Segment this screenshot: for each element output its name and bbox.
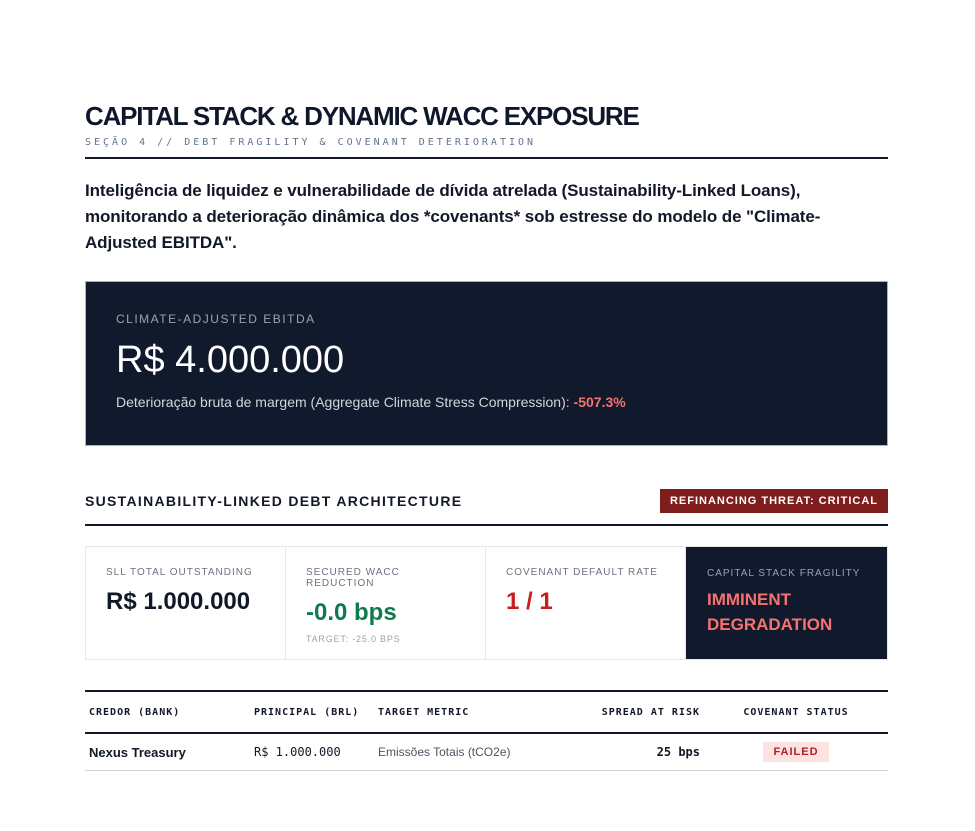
col-header-status: COVENANT STATUS bbox=[743, 706, 849, 718]
cell-metric: Emissões Totais (tCO2e) bbox=[374, 733, 572, 771]
refinancing-threat-badge: REFINANCING THREAT: CRITICAL bbox=[660, 489, 888, 513]
kpi-label: SECURED WACC REDUCTION bbox=[306, 567, 400, 589]
status-badge: FAILED bbox=[763, 742, 828, 762]
ebitda-label: CLIMATE-ADJUSTED EBITDA bbox=[116, 312, 316, 326]
ebitda-panel bbox=[85, 281, 888, 446]
kpi-value: IMMINENT DEGRADATION bbox=[707, 590, 833, 634]
debt-section-header bbox=[85, 488, 888, 514]
ebitda-note bbox=[116, 394, 857, 410]
table-header-row bbox=[85, 691, 888, 733]
covenant-table bbox=[85, 690, 888, 771]
cell-principal: R$ 1.000.000 bbox=[250, 733, 374, 771]
kpi-value: 1 / 1 bbox=[506, 588, 553, 615]
kpi-card-outstanding bbox=[86, 547, 286, 659]
col-header-principal: PRINCIPAL (BRL) bbox=[254, 706, 360, 718]
col-header-creditor: CREDOR (BANK) bbox=[89, 706, 181, 718]
kpi-label: SLL TOTAL OUTSTANDING bbox=[106, 567, 253, 578]
kpi-card-wacc bbox=[286, 547, 486, 659]
cell-creditor: Nexus Treasury bbox=[85, 733, 250, 771]
debt-divider bbox=[85, 524, 888, 526]
kpi-value: -0.0 bps bbox=[306, 599, 397, 626]
page-title: CAPITAL STACK & DYNAMIC WACC EXPOSURE bbox=[85, 101, 639, 131]
kpi-label: COVENANT DEFAULT RATE bbox=[506, 567, 658, 578]
kpi-card-fragility bbox=[686, 547, 887, 659]
table-row bbox=[85, 733, 888, 771]
kpi-cards bbox=[85, 546, 888, 660]
kpi-label: CAPITAL STACK FRAGILITY bbox=[707, 568, 861, 579]
col-header-spread: SPREAD AT RISK bbox=[601, 706, 700, 718]
cell-status bbox=[704, 733, 888, 771]
ebitda-note-text: Deterioração bruta de margem (Aggregate Climate Stress Compression): bbox=[116, 394, 570, 410]
col-header-metric: TARGET METRIC bbox=[378, 706, 470, 718]
kpi-target: TARGET: -25.0 BPS bbox=[306, 634, 401, 644]
capital-stack-section bbox=[85, 100, 888, 771]
intro-text: Inteligência de liquidez e vulnerabilidade de dívida atrelada (Sustainability-Linked Loans), monitorando a deterioração dinâmica dos *covenants* sob estresse do modelo de "Climate-Adjusted EBITDA". bbox=[85, 181, 821, 252]
ebitda-compression-value: -507.3% bbox=[573, 394, 626, 410]
cell-spread: 25 bps bbox=[572, 733, 704, 771]
title-divider bbox=[85, 157, 888, 159]
debt-section-title: SUSTAINABILITY-LINKED DEBT ARCHITECTURE bbox=[85, 493, 463, 509]
section-subtitle: SEÇÃO 4 // DEBT FRAGILITY & COVENANT DETERIORATION bbox=[85, 137, 537, 148]
ebitda-value: R$ 4.000.000 bbox=[116, 339, 345, 381]
kpi-card-default-rate bbox=[486, 547, 686, 659]
kpi-value: R$ 1.000.000 bbox=[106, 588, 251, 615]
